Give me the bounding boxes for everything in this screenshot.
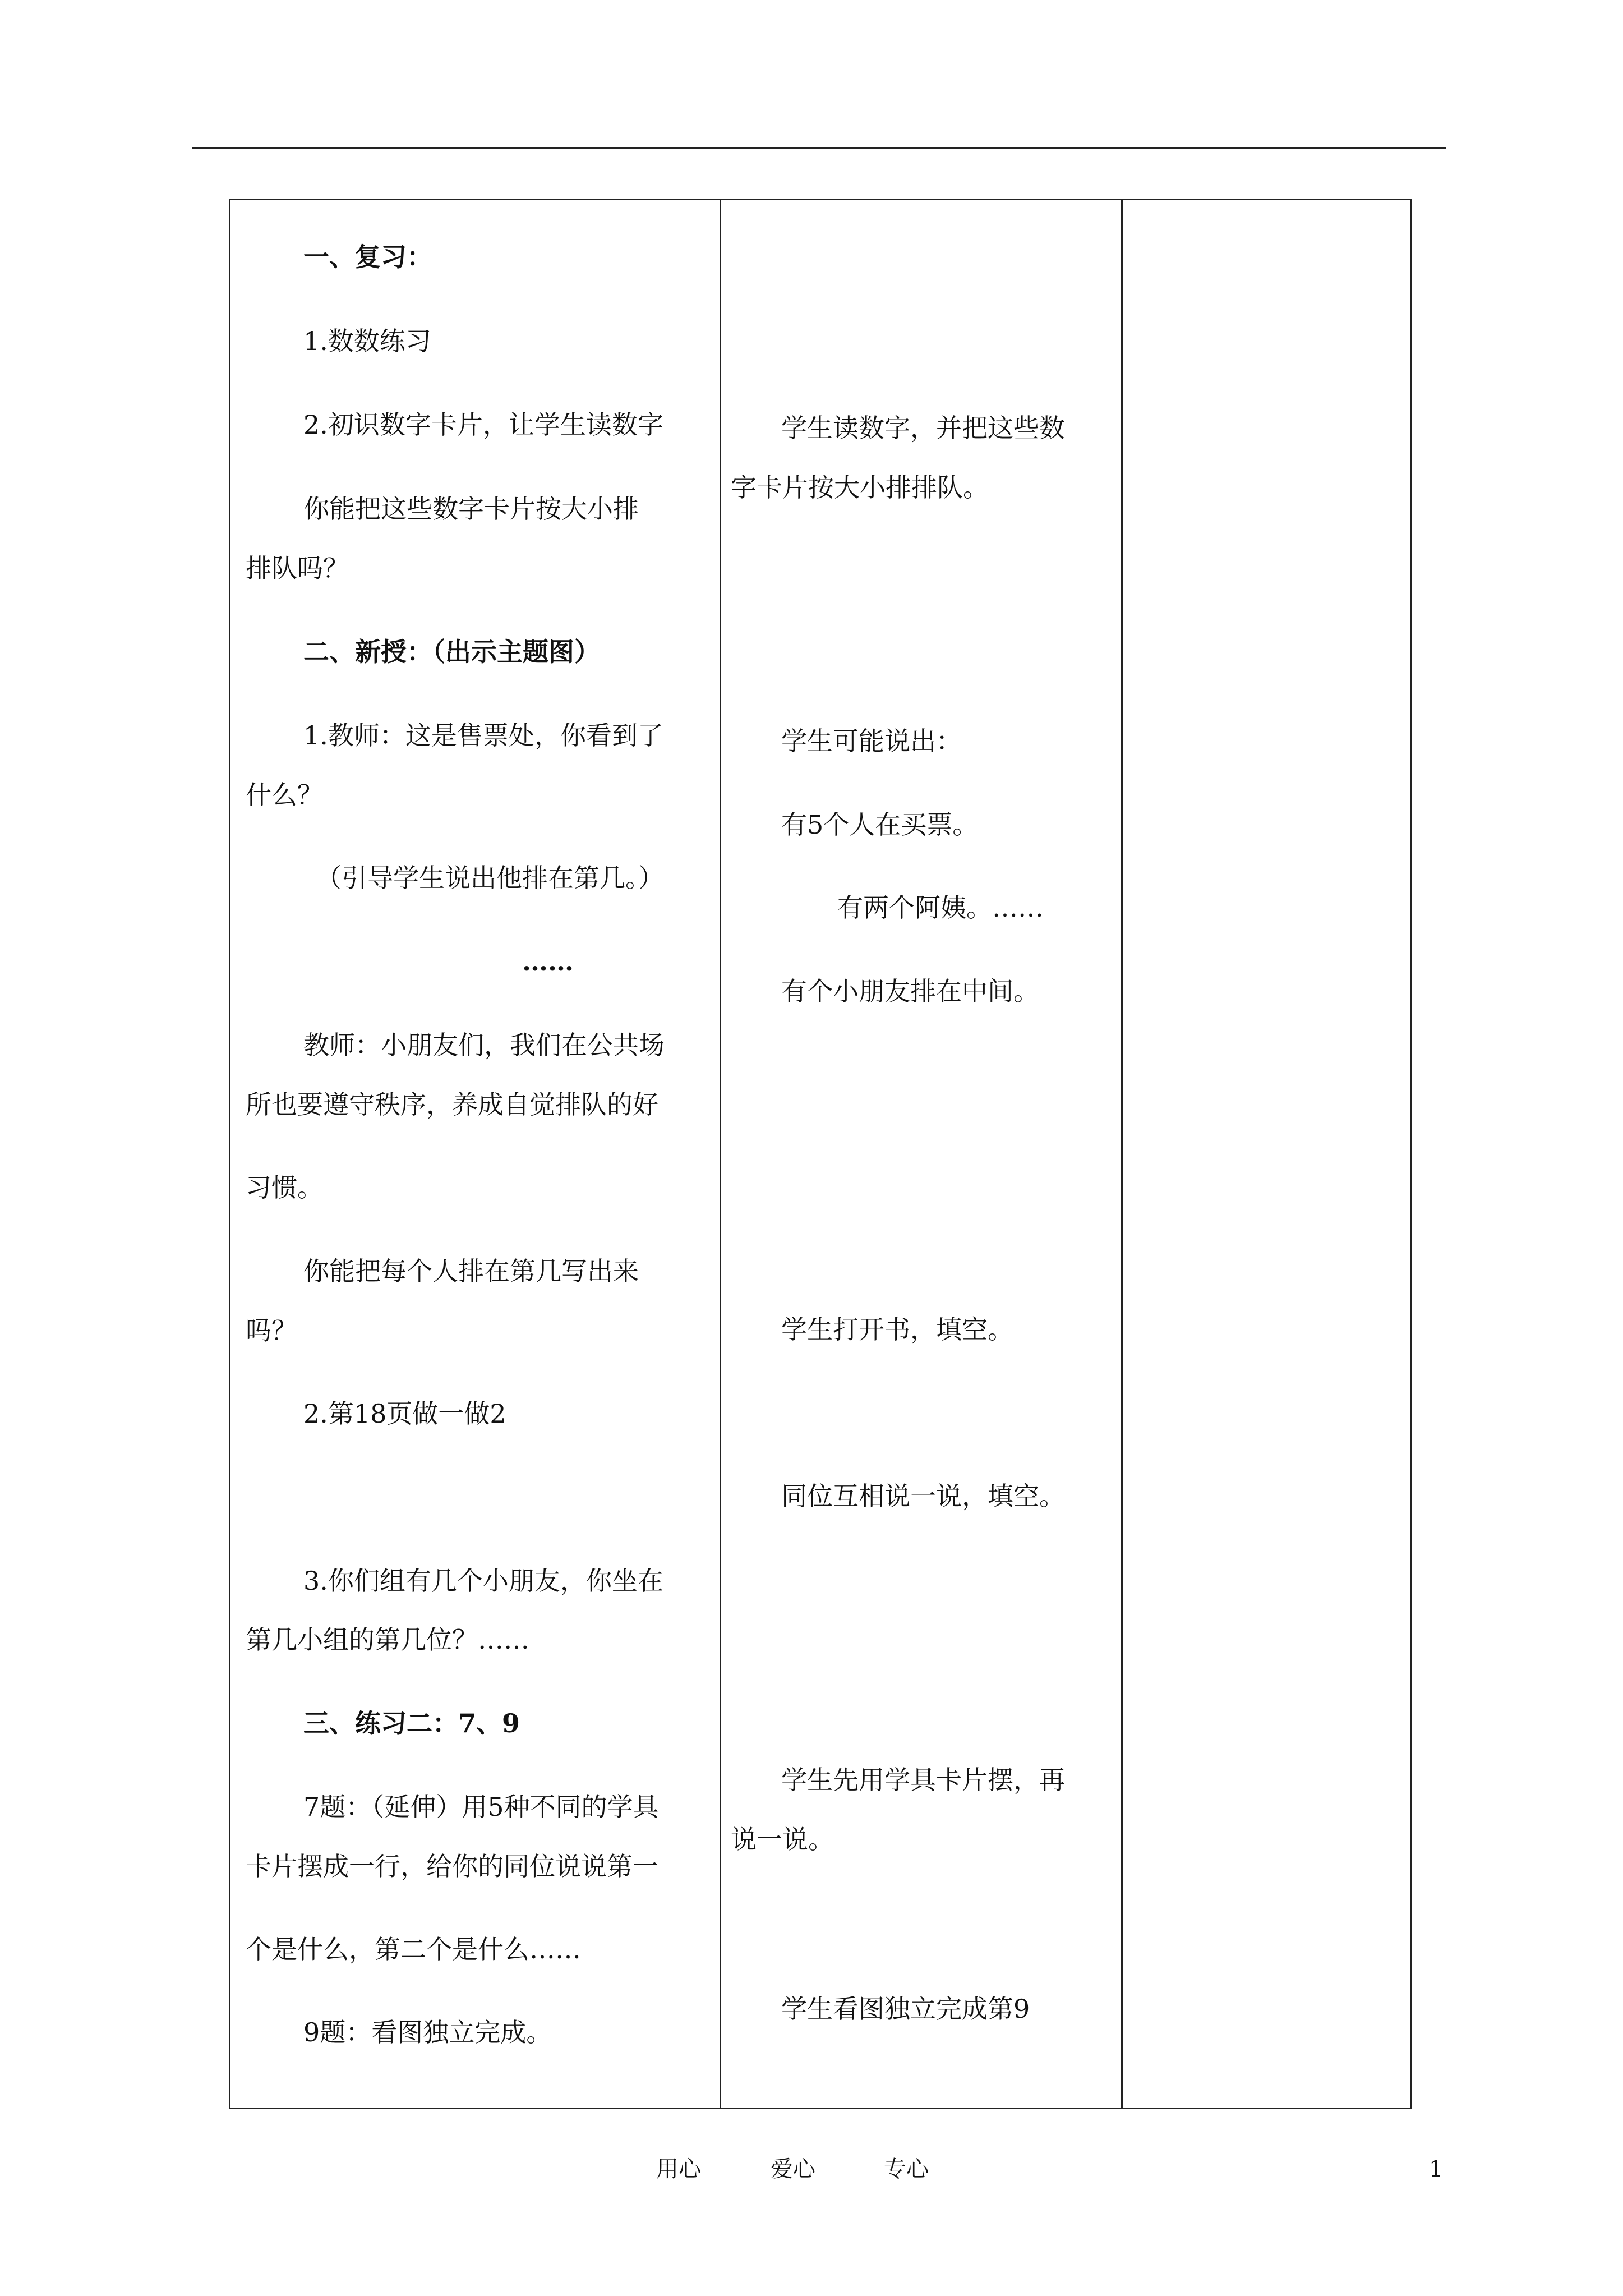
text-line: 第几小组的第几位？……	[246, 1625, 529, 1655]
text-line: 1.数数练习	[303, 326, 431, 356]
lesson-plan-table	[229, 199, 1412, 2109]
text-line: 你能把每个人排在第几写出来	[303, 1256, 639, 1286]
ellipsis-line: ……	[522, 946, 574, 977]
text-line: 同位互相说一说，填空。	[781, 1481, 1065, 1511]
section-heading-new-lesson: 二、新授：（出示主题图）	[303, 637, 600, 667]
text-line: 有5个人在买票。	[781, 809, 979, 840]
text-line: 有两个阿姨。……	[837, 892, 1044, 923]
text-line: 学生读数字，并把这些数	[781, 413, 1065, 443]
header-rule	[192, 147, 1446, 149]
text-line: 学生先用学具卡片摆，再	[781, 1765, 1065, 1795]
footer-motto: 用心	[656, 2156, 701, 2182]
text-line: 学生看图独立完成第9	[781, 1994, 1030, 2024]
text-line: 吗？	[246, 1315, 297, 1346]
text-line: （引导学生说出他排在第几。）	[316, 863, 664, 893]
notes-cell	[1123, 200, 1412, 2108]
text-line: 个是什么，第二个是什么……	[246, 1934, 581, 1964]
text-line: 所也要遵守秩序，养成自觉排队的好	[246, 1089, 658, 1120]
teacher-activity-cell	[230, 200, 720, 2108]
page-number: 1	[1429, 2156, 1444, 2182]
section-heading-practice: 三、练习二：7、9	[303, 1708, 520, 1738]
text-line: 7题：（延伸）用5种不同的学具	[303, 1792, 659, 1822]
text-line: 9题：看图独立完成。	[303, 2017, 552, 2047]
text-line: 你能把这些数字卡片按大小排	[303, 494, 639, 524]
text-line: 有个小朋友排在中间。	[781, 976, 1039, 1006]
text-line: 教师：小朋友们，我们在公共场	[303, 1030, 665, 1060]
text-line: 学生打开书，填空。	[781, 1314, 1013, 1345]
text-line: 排队吗？	[246, 553, 349, 583]
text-line: 字卡片按大小排排队。	[731, 472, 989, 503]
text-line: 学生可能说出：	[781, 726, 962, 756]
student-activity-cell	[721, 200, 1121, 2108]
text-line: 说一说。	[731, 1824, 834, 1855]
text-line: 3.你们组有几个小朋友，你坐在	[303, 1566, 663, 1596]
text-line: 习惯。	[246, 1172, 323, 1203]
text-line: 2.第18页做一做2	[303, 1398, 506, 1429]
text-line: 1.教师：这是售票处，你看到了	[303, 720, 663, 751]
text-line: 卡片摆成一行，给你的同位说说第一	[246, 1851, 658, 1881]
section-heading-review: 一、复习：	[303, 242, 432, 272]
text-line: 2.初识数字卡片，让学生读数字	[303, 409, 663, 440]
footer-motto: 专心	[884, 2156, 929, 2182]
text-line: 什么？	[246, 780, 323, 810]
footer-motto: 爱心	[771, 2156, 815, 2182]
